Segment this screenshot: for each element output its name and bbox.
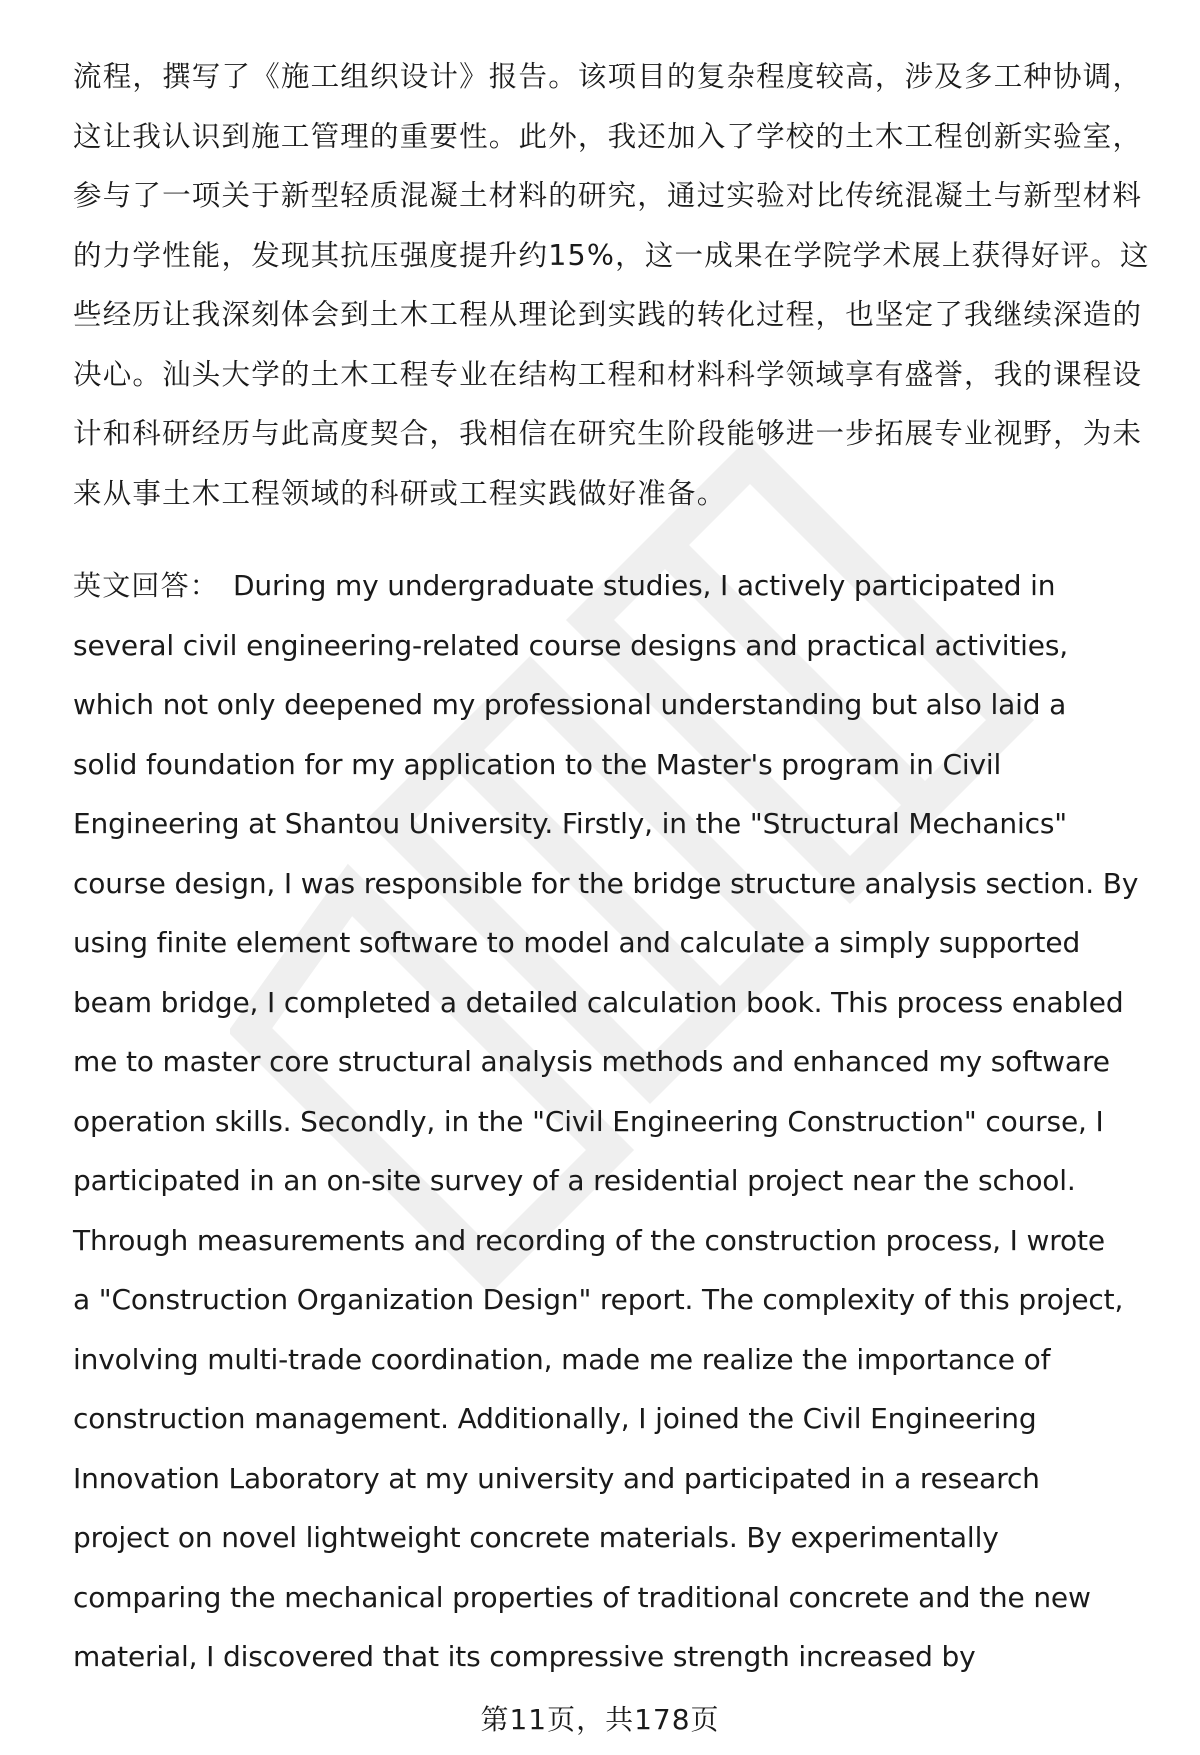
english-first-line	[73, 556, 1153, 616]
english-paragraph	[73, 556, 1153, 1687]
english-line: using finite element software to model and calculate a simply supported	[73, 926, 1081, 959]
chinese-line: 计和科研经历与此高度契合，我相信在研究生阶段能够进一步拓展专业视野，为未	[73, 417, 1143, 450]
english-line: course design, I was responsible for the bridge structure analysis section. By	[73, 866, 1139, 900]
english-line: Through measurements and recording of the construction process, I wrote	[73, 1223, 1105, 1257]
chinese-line: 这让我认识到施工管理的重要性。此外，我还加入了学校的土木工程创新实验室，	[73, 119, 1143, 153]
english-line: participated in an on-site survey of a residential project near the school.	[73, 1164, 1076, 1197]
english-line: Innovation Laboratory at my university and participated in a research	[73, 1461, 1040, 1495]
page-number-footer: 第11页，共178页	[480, 1703, 720, 1736]
english-line: During my undergraduate studies, I actively participated in	[233, 569, 1056, 602]
chinese-paragraph	[73, 47, 1153, 523]
chinese-line: 来从事土木工程领域的科研或工程实践做好准备。	[73, 476, 727, 510]
english-line: several civil engineering-related course designs and practical activities,	[73, 628, 1069, 662]
english-line: comparing the mechanical properties of traditional concrete and the new	[73, 1580, 1091, 1614]
english-line: involving multi-trade coordination, made me realize the importance of	[73, 1342, 1051, 1376]
english-line: solid foundation for my application to the Master's program in Civil	[73, 747, 1002, 781]
english-line: which not only deepened my professional understanding but also laid a	[73, 688, 1067, 721]
chinese-line: 些经历让我深刻体会到土木工程从理论到实践的转化过程，也坚定了我继续深造的	[73, 298, 1143, 331]
english-line: operation skills. Secondly, in the "Civil Engineering Construction" course, I	[73, 1104, 1104, 1138]
chinese-line: 参与了一项关于新型轻质混凝土材料的研究，通过实验对比传统混凝土与新型材料	[73, 179, 1143, 212]
chinese-line: 流程，撰写了《施工组织设计》报告。该项目的复杂程度较高，涉及多工种协调，	[73, 60, 1143, 93]
english-line: Engineering at Shantou University. Firstly, in the "Structural Mechanics"	[73, 807, 1068, 840]
english-line: project on novel lightweight concrete materials. By experimentally	[73, 1521, 999, 1554]
english-line: beam bridge, I completed a detailed calculation book. This process enabled	[73, 985, 1124, 1019]
chinese-line: 决心。汕头大学的土木工程专业在结构工程和材料科学领域享有盛誉，我的课程设	[73, 357, 1143, 391]
english-line: material, I discovered that its compressive strength increased by	[73, 1640, 976, 1673]
english-line: construction management. Additionally, I joined the Civil Engineering	[73, 1402, 1037, 1435]
english-line: a "Construction Organization Design" report. The complexity of this project,	[73, 1283, 1124, 1316]
english-answer-label: 英文回答：	[73, 569, 220, 602]
english-line: me to master core structural analysis methods and enhanced my software	[73, 1045, 1110, 1078]
chinese-line: 的力学性能，发现其抗压强度提升约15%，这一成果在学院学术展上获得好评。这	[73, 238, 1150, 272]
